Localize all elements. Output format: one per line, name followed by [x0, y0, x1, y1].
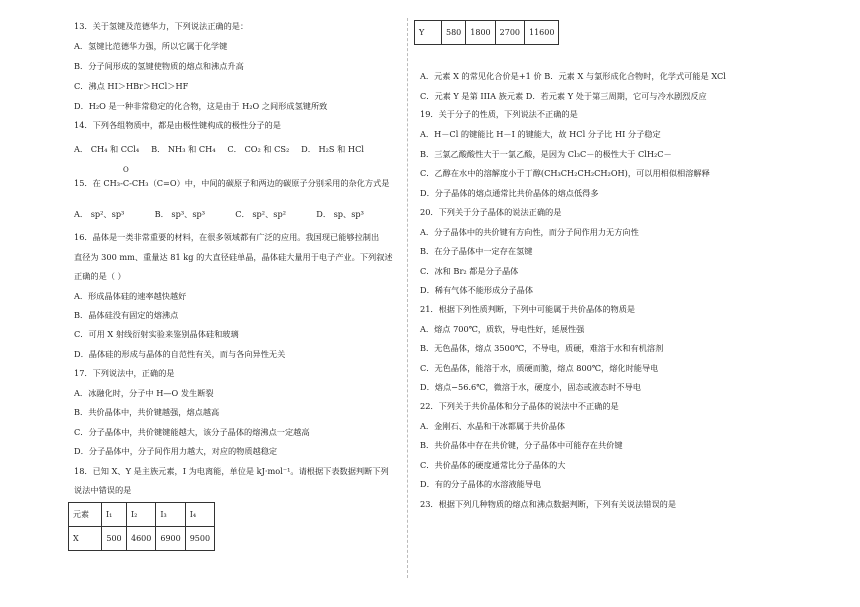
- q22-option-c: C．共价晶体的硬度通常比分子晶体的大: [420, 460, 566, 470]
- q16-stem-line2: 直径为 300 mm、重量达 81 kg 的大直径硅单晶，晶体硅大量用于电子产业。下列叙述: [74, 252, 393, 262]
- q21-option-d: D．熔点−56.6℃，微溶于水，硬度小，固态或液态时不导电: [420, 382, 641, 392]
- table-cell: 11600: [525, 21, 559, 45]
- q13-option-b: B．分子间形成的氢键使物质的熔点和沸点升高: [74, 61, 244, 71]
- q15-options: [74, 210, 364, 220]
- q23-stem: 23．根据下列几种物质的熔点和沸点数据判断，下列有关说法错误的是: [420, 499, 677, 509]
- q14-option-b: B． NH₃ 和 CH₄: [151, 144, 216, 154]
- q14-stem: 14．下列各组物质中，都是由极性键构成的极性分子的是: [74, 120, 281, 130]
- ionization-table-y: [414, 20, 559, 45]
- q17-stem: 17．下列说法中，正确的是: [74, 368, 175, 378]
- q21-option-c: C．无色晶体，能溶于水，质硬而脆，熔点 800℃，熔化时能导电: [420, 363, 659, 373]
- q17-option-c: C．分子晶体中，共价键键能越大，该分子晶体的熔沸点一定越高: [74, 427, 310, 437]
- q16-option-a: A．形成晶体硅的速率越快越好: [74, 291, 187, 301]
- q15-option-d: D． sp、sp³: [316, 209, 364, 219]
- ionization-table-x: [68, 502, 215, 551]
- q22-option-b: B．共价晶体中存在共价键，分子晶体中可能存在共价键: [420, 440, 623, 450]
- q19-option-d: D．分子晶体的熔点通常比共价晶体的熔点低得多: [420, 188, 599, 198]
- q13-option-a: A．氢键比范德华力强，所以它属于化学键: [74, 41, 228, 51]
- table-cell: 9500: [185, 527, 214, 551]
- q18-stem-line1: 18．已知 X、Y 是主族元素，I 为电离能，单位是 kJ·mol⁻¹。请根据下表数据判断下列: [74, 466, 389, 476]
- q16-option-d: D．晶体硅的形成与晶体的自范性有关，而与各向异性无关: [74, 349, 286, 359]
- q20-option-a: A．分子晶体中的共价键有方向性，而分子间作用力无方向性: [420, 227, 639, 237]
- table-row: [69, 527, 215, 551]
- q19-option-c: C．乙醇在水中的溶解度小于丁醇(CH₃CH₂CH₂CH₂OH)，可以用相似相溶解释: [420, 168, 710, 178]
- table-cell: I₄: [185, 503, 214, 527]
- table-cell: I₂: [127, 503, 156, 527]
- q14-options: [74, 145, 364, 155]
- q21-stem: 21．根据下列性质判断，下列中可能属于共价晶体的物质是: [420, 304, 636, 314]
- table-cell: 4600: [127, 527, 156, 551]
- table-cell: 2700: [495, 21, 524, 45]
- q20-option-c: C．冰和 Br₂ 都是分子晶体: [420, 266, 519, 276]
- q15-carbonyl-oxygen: O: [123, 166, 129, 174]
- q17-option-b: B．共价晶体中，共价键越强，熔点越高: [74, 407, 220, 417]
- q20-option-d: D．稀有气体不能形成分子晶体: [420, 285, 534, 295]
- column-divider: [407, 18, 408, 578]
- q13-stem: 13．关于氢键及范德华力，下列说法正确的是：: [74, 21, 249, 31]
- table-cell: Y: [415, 21, 442, 45]
- q15-option-a: A． sp²、sp³: [74, 209, 125, 219]
- q17-option-a: A．冰融化时，分子中 H—O 发生断裂: [74, 388, 214, 398]
- table-cell: I₃: [156, 503, 185, 527]
- table-cell: 6900: [156, 527, 185, 551]
- q15-stem: 15．在 CH₃-C-CH₃（C=O）中，中间的碳原子和两边的碳原子分别采用的杂化方式是: [74, 178, 390, 188]
- table-cell: 1800: [466, 21, 495, 45]
- table-cell: 元素: [69, 503, 102, 527]
- q19-option-b: B．三氯乙酸酸性大于一氯乙酸，是因为 Cl₃C－的极性大于 ClH₂C－: [420, 149, 672, 159]
- q14-option-a: A． CH₄ 和 CCl₄: [74, 144, 140, 154]
- q18-options-cd: C．元素 Y 是第 IIIA 族元素 D．若元素 Y 处于第三周期，它可与冷水剧烈反应: [420, 91, 707, 101]
- q19-option-a: A．H－Cl 的键能比 H－I 的键能大，故 HCl 分子比 HI 分子稳定: [420, 129, 661, 139]
- q19-stem: 19．关于分子的性质，下列说法不正确的是: [420, 109, 578, 119]
- q22-option-a: A．金刚石、水晶和干冰都属于共价晶体: [420, 421, 566, 431]
- q17-option-d: D．分子晶体中，分子间作用力越大，对应的物质越稳定: [74, 446, 278, 456]
- q14-option-c: C． CO₂ 和 CS₂: [227, 144, 290, 154]
- q22-stem: 22．下列关于共价晶体和分子晶体的说法中不正确的是: [420, 401, 619, 411]
- q20-stem: 20．下列关于分子晶体的说法正确的是: [420, 207, 562, 217]
- q18-options-ab: A．元素 X 的常见化合价是+1 价 B．元素 X 与氯形成化合物时，化学式可能是 XCl: [420, 71, 726, 81]
- table-cell: X: [69, 527, 102, 551]
- q16-option-b: B．晶体硅没有固定的熔沸点: [74, 310, 179, 320]
- q13-option-d: D．H₂O 是一种非常稳定的化合物，这是由于 H₂O 之间形成氢键所致: [74, 101, 328, 111]
- q16-stem-line3: 正确的是（ ）: [74, 271, 126, 281]
- q18-stem-line2: 说法中错误的是: [74, 485, 132, 495]
- q21-option-b: B．无色晶体，熔点 3500℃，不导电，质硬，难溶于水和有机溶剂: [420, 343, 664, 353]
- q16-option-c: C．可用 X 射线衍射实验来鉴别晶体硅和玻璃: [74, 329, 239, 339]
- q14-option-d: D． H₂S 和 HCl: [301, 144, 364, 154]
- q15-option-c: C． sp²、sp²: [235, 209, 286, 219]
- table-header-row: [69, 503, 215, 527]
- q21-option-a: A．熔点 700℃，质软，导电性好，延展性强: [420, 324, 585, 334]
- q20-option-b: B．在分子晶体中一定存在氢键: [420, 246, 533, 256]
- table-cell: 580: [442, 21, 466, 45]
- table-cell: 500: [102, 527, 127, 551]
- table-cell: I₁: [102, 503, 127, 527]
- q22-option-d: D．有的分子晶体的水溶液能导电: [420, 479, 542, 489]
- q13-option-c: C．沸点 HI＞HBr＞HCl＞HF: [74, 81, 189, 91]
- q15-option-b: B． sp³、sp³: [154, 209, 206, 219]
- q16-stem-line1: 16．晶体是一类非常重要的材料，在很多领域都有广泛的应用。我国现已能够拉制出: [74, 232, 380, 242]
- table-row: [415, 21, 559, 45]
